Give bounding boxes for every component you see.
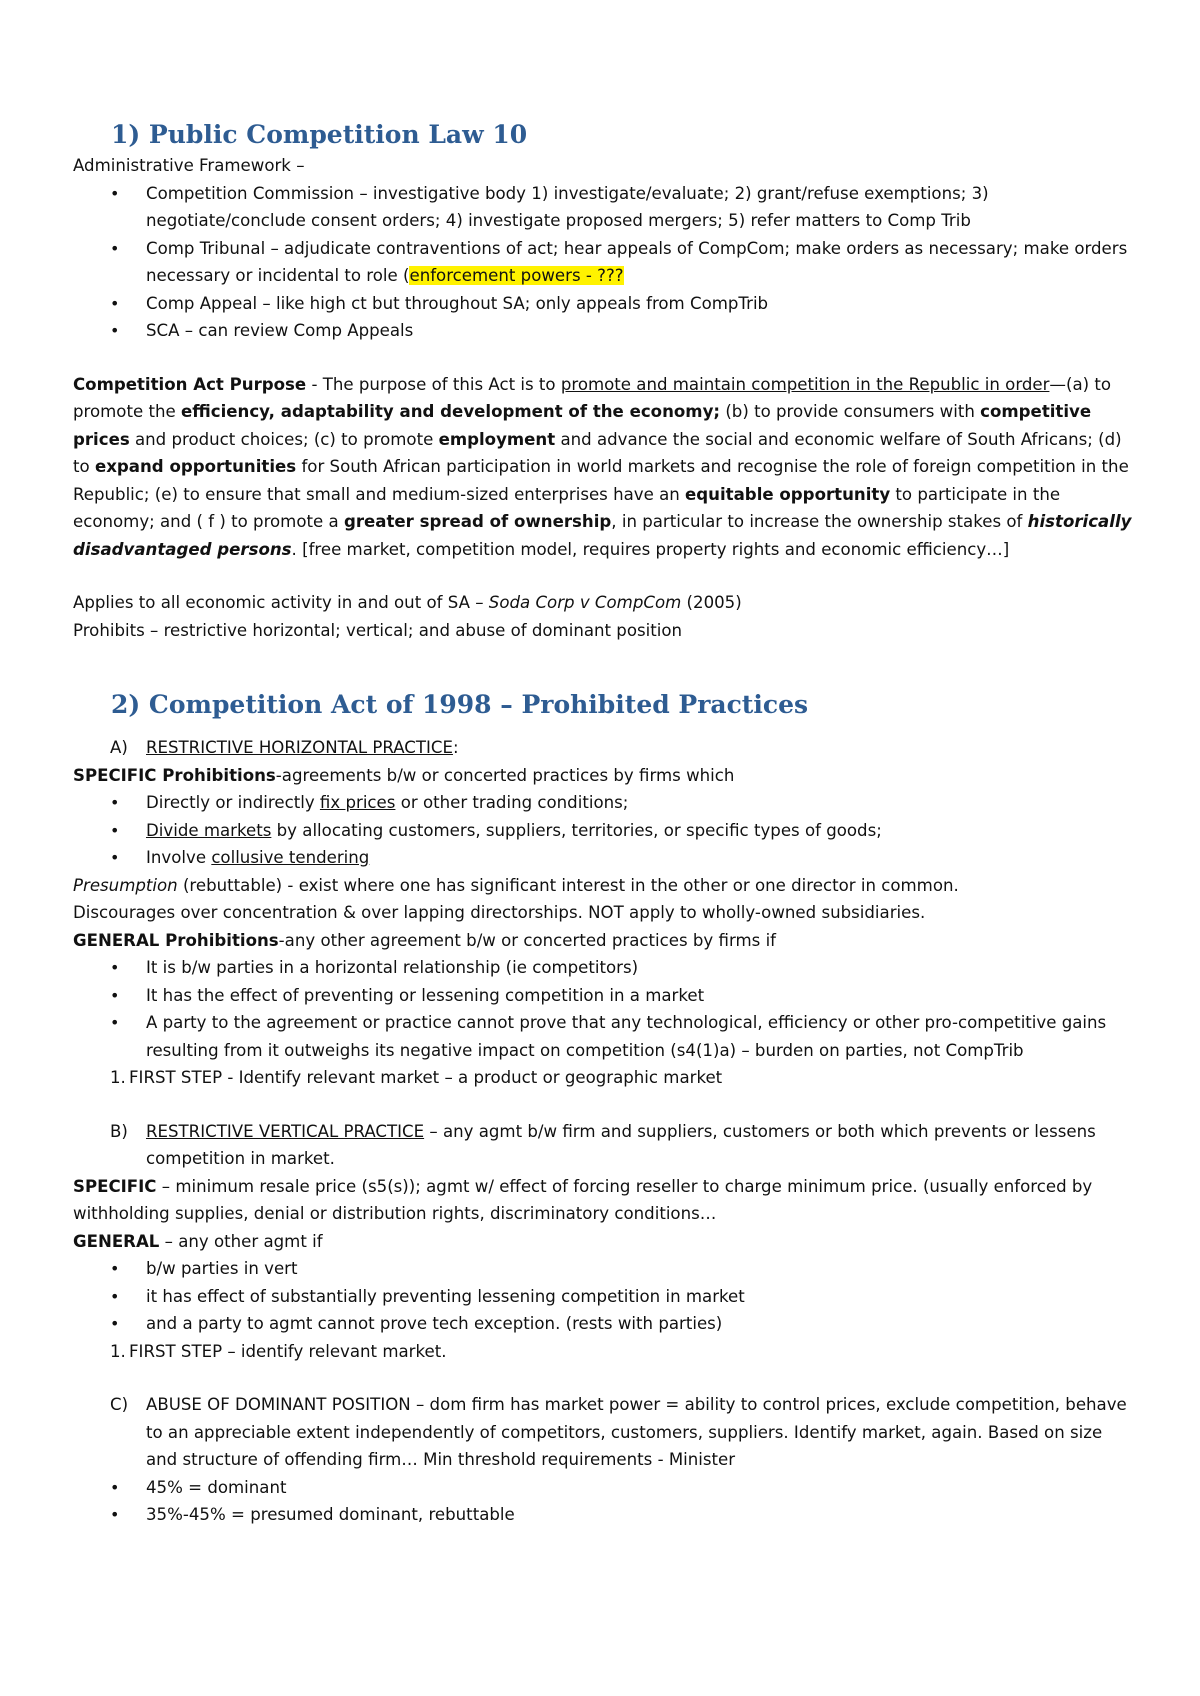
list-marker: B): [110, 1121, 128, 1141]
bold-text: efficiency, adaptability and development of the economy;: [180, 402, 721, 421]
list-item: • 35%-45% = presumed dominant, rebuttable: [73, 1501, 1133, 1529]
text-run: – any agmt b/w firm and suppliers, customers or both which prevents or lessens competition in market.: [146, 1121, 1096, 1168]
list-item: • it has effect of substantially preventing lessening competition in market: [73, 1283, 1133, 1311]
highlighted-text: enforcement powers - ???: [409, 266, 624, 285]
text-run: by allocating customers, suppliers, territories, or specific types of goods;: [271, 820, 882, 840]
bold-text: employment: [438, 429, 556, 449]
list-item: [73, 235, 1133, 290]
specific-prohibitions-list: [73, 789, 1133, 872]
text-run: (b) to provide consumers with: [720, 402, 981, 421]
list-item: [73, 789, 1133, 817]
list-marker: A): [110, 738, 128, 757]
bold-label: GENERAL: [73, 1231, 160, 1251]
applies-line: [73, 589, 1133, 617]
text-run: Involve: [146, 848, 212, 867]
list-marker: C): [110, 1395, 129, 1414]
text-run: to participate in the economy; and ( f ) to promote a: [73, 484, 1061, 531]
list-item: • 45% = dominant: [73, 1474, 1133, 1502]
list-item: • Competition Commission – investigative body 1) investigate/evaluate; 2) grant/refuse exemptions; 3) negotiate/conclude consent orders; 4) investigate proposed mergers; 5) refer matters to Comp Trib: [73, 180, 1133, 235]
text-run: - The purpose of this Act is to: [306, 374, 561, 394]
text-run: and advance the social and economic welfare of South Africans; (d) to: [73, 429, 1122, 476]
text-run: FIRST STEP - Identify relevant market – a product or geographic market: [129, 1068, 723, 1087]
underlined-text: Divide markets: [146, 820, 272, 840]
text-run: -agreements b/w or concerted practices by firms which: [275, 765, 735, 785]
dominance-thresholds-list: [73, 1474, 1133, 1529]
text-run: -any other agreement b/w or concerted practices by firms if: [278, 930, 777, 950]
underlined-text: promote and maintain competition in the Republic in order: [560, 374, 1050, 394]
list-item: • SCA – can review Comp Appeals: [73, 317, 1133, 345]
list-item: [73, 817, 1133, 845]
text-run: – minimum resale price (s5(s)); agmt w/ effect of forcing reseller to charge minimum price. (usually enforced by withholding supplies, denial or distribution rights, discriminatory conditions…: [73, 1176, 1093, 1223]
subsection-title: RESTRICTIVE VERTICAL PRACTICE: [146, 1121, 425, 1141]
subsection-b-heading: [73, 1118, 1133, 1173]
bold-italic-text: historically disadvantaged persons: [73, 512, 1132, 559]
italic-text: Presumption: [73, 875, 178, 895]
list-item: [73, 844, 1133, 872]
bold-label: SPECIFIC Prohibitions: [73, 765, 276, 785]
purpose-label: Competition Act Purpose: [73, 374, 307, 394]
purpose-paragraph: [73, 371, 1133, 564]
text-run: , in particular to increase the ownership stakes of: [611, 512, 1028, 531]
list-item: • It is b/w parties in a horizontal relationship (ie competitors): [73, 954, 1133, 982]
text-run: Applies to all economic activity in and out of SA –: [73, 593, 489, 612]
general-prohibitions-list: [73, 954, 1133, 1064]
specific-line: [73, 1173, 1133, 1228]
section-1-heading: 1) Public Competition Law 10: [111, 120, 528, 149]
general-line: [73, 1228, 1133, 1256]
admin-framework-list: [73, 180, 1133, 345]
list-marker: 1.: [110, 1341, 126, 1361]
discourages-line: Discourages over concentration & over lapping directorships. NOT apply to wholly-owned subsidiaries.: [73, 903, 926, 922]
list-item: • A party to the agreement or practice cannot prove that any technological, efficiency or other pro-competitive gains resulting from it outweighs its negative impact on competition (s4(1)a) – burden on parties, not CompTrib: [73, 1009, 1133, 1064]
text-run: and product choices; (c) to promote: [129, 429, 439, 449]
bold-text: greater spread of ownership: [343, 512, 612, 531]
text-run: Directly or indirectly: [146, 793, 320, 812]
general-prohibitions-line: [73, 927, 1133, 955]
list-item: • and a party to agmt cannot prove tech exception. (rests with parties): [73, 1310, 1133, 1338]
list-item: • It has the effect of preventing or lessening competition in a market: [73, 982, 1133, 1010]
text-run: or other trading conditions;: [395, 793, 629, 812]
first-step-line: [73, 1064, 1133, 1092]
underlined-text: collusive tendering: [211, 848, 370, 867]
list-item: • b/w parties in vert: [73, 1255, 1133, 1283]
text-run: . [free market, competition model, requires property rights and economic efficiency…]: [291, 539, 1010, 559]
text-run: – any other agmt if: [159, 1231, 323, 1251]
text-run: (rebuttable) - exist where one has significant interest in the other or one director in common.: [177, 875, 959, 895]
subsection-a-heading: [73, 734, 1133, 762]
section-2-heading: 2) Competition Act of 1998 – Prohibited Practices: [111, 690, 809, 719]
text-run: :: [452, 738, 459, 757]
general-list: [73, 1255, 1133, 1338]
bold-text: competitive prices: [73, 402, 1092, 449]
bold-label: SPECIFIC: [73, 1176, 157, 1196]
list-item: • Comp Appeal – like high ct but throughout SA; only appeals from CompTrib: [73, 290, 1133, 318]
text-run: —(a) to promote the: [73, 374, 1112, 421]
text-run: (2005): [681, 593, 742, 612]
text-run: for South African participation in world markets and recognise the role of foreign competition in the Republic; (e) to ensure that small and medium-sized enterprises have an: [73, 457, 1129, 504]
subsection-c-heading: [73, 1391, 1133, 1474]
case-name: Soda Corp v CompCom: [488, 593, 682, 612]
bold-text: expand opportunities: [94, 457, 297, 476]
subsection-title: RESTRICTIVE HORIZONTAL PRACTICE: [146, 738, 453, 757]
prohibits-line: Prohibits – restrictive horizontal; vertical; and abuse of dominant position: [73, 620, 683, 640]
bold-text: equitable opportunity: [685, 484, 891, 504]
admin-framework-label: Administrative Framework –: [73, 156, 305, 175]
text-run: ABUSE OF DOMINANT POSITION – dom firm has market power = ability to control prices, exclude competition, behave to an appreciable extent independently of competitors, customers, suppliers. Identify market, again. Based on size and structure of offending firm… Min threshold requirements - Minister: [146, 1395, 1127, 1469]
underlined-text: fix prices: [319, 793, 396, 812]
specific-prohibitions-line: [73, 762, 1133, 790]
document-page: [73, 118, 1133, 1529]
bold-label: GENERAL Prohibitions: [73, 930, 279, 950]
text-run: FIRST STEP – identify relevant market.: [129, 1341, 447, 1361]
presumption-line: [73, 872, 1133, 900]
first-step-line: [73, 1338, 1133, 1366]
list-item-text: Comp Tribunal – adjudicate contraventions of act; hear appeals of CompCom; make orders as necessary; make orders necessary or incidental to role (: [146, 238, 1128, 285]
list-marker: 1.: [110, 1068, 126, 1087]
